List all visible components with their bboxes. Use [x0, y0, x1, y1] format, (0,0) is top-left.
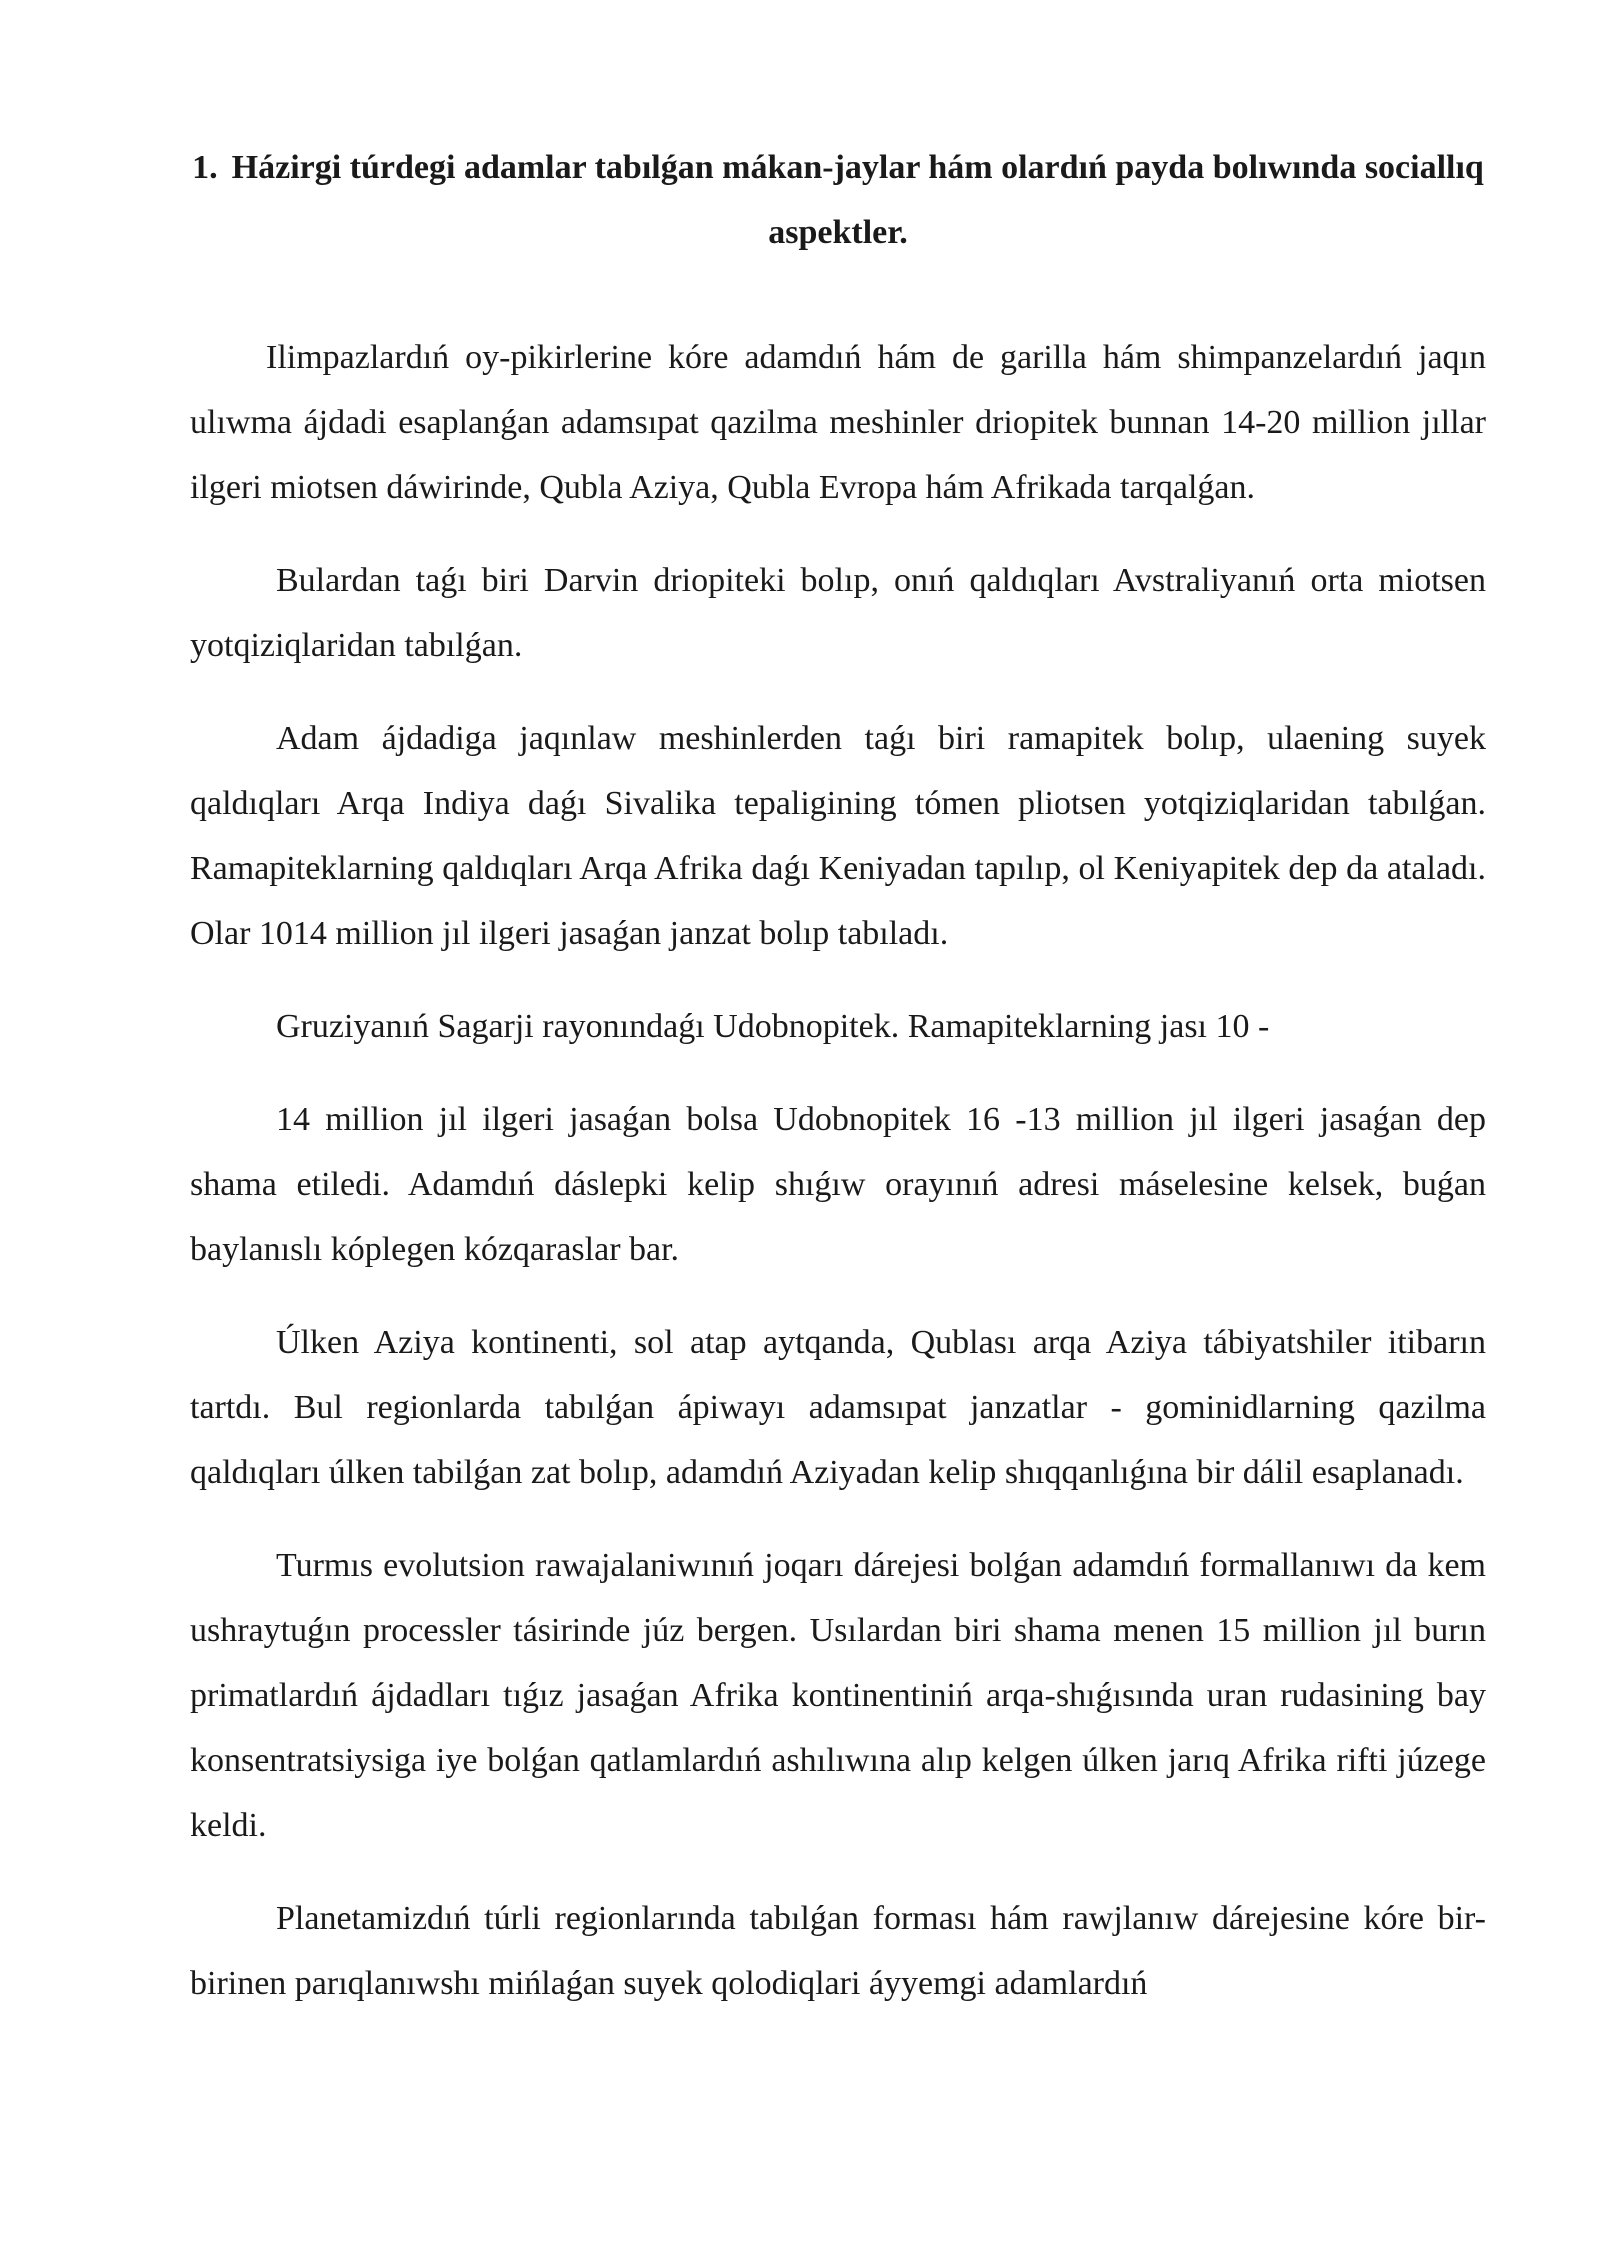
paragraph: Úlken Aziya kontinenti, sol atap aytqanda, Qublası arqa Aziya tábiyatshiler itibarın tartdı. Bul regionlarda tabılǵan ápiwayı adamsıpat janzatlar - gominidlarning qazilma qaldıqları úlken tabilǵan zat bolıp, adamdıń Aziyadan kelip shıqqanlıǵına bir dálil esaplanadı.: [190, 1324, 1486, 1491]
section-title: Házirgi túrdegi adamlar tabılǵan mákan-jaylar hám olardıń payda bolıwında sociallıq aspektler.: [231, 149, 1484, 251]
section-number: 1.: [192, 149, 218, 186]
document-body: [190, 135, 1486, 2044]
paragraph: Gruziyanıń Sagarji rayonındaǵı Udobnopitek. Ramapiteklarning jası 10 -: [276, 1008, 1270, 1045]
paragraph: Bulardan taǵı biri Darvin driopiteki bolıp, onıń qaldıqları Avstraliyanıń orta miotsen yotqiziqlaridan tabılǵan.: [190, 562, 1486, 664]
section-heading: [190, 135, 1486, 265]
paragraph: Planetamizdıń túrli regionlarında tabılǵan forması hám rawjlanıw dárejesine kóre bir-birinen parıqlanıwshı mińlaǵan suyek qolodiqlari áyyemgi adamlardıń: [190, 1900, 1486, 2002]
paragraph: Turmıs evolutsion rawajalaniwınıń joqarı dárejesi bolǵan adamdıń formallanıwı da kem ushraytuǵın processler tásirinde júz bergen. Usılardan biri shama menen 15 million jıl burın primatlardıń ájdadları tıǵız jasaǵan Afrika kontinentiniń arqa-shıǵısında uran rudasining bay konsentratsiysiga iye bolǵan qatlamlardıń ashılıwına alıp kelgen úlken jarıq Afrika rifti júzege keldi.: [190, 1547, 1486, 1844]
paragraph: 14 million jıl ilgeri jasaǵan bolsa Udobnopitek 16 -13 million jıl ilgeri jasaǵan dep shama etiledi. Adamdıń dáslepki kelip shıǵıw orayınıń adresi máselesine kelsek, buǵan baylanıslı kóplegen kózqaraslar bar.: [190, 1101, 1486, 1268]
paragraph: Adam ájdadiga jaqınlaw meshinlerden taǵı biri ramapitek bolıp, ulaening suyek qaldıqları Arqa Indiya daǵı Sivalika tepaligining tómen pliotsen yotqiziqlaridan tabılǵan. Ramapiteklarning qaldıqları Arqa Afrika daǵı Keniyadan tapılıp, ol Keniyapitek dep da ataladı. Olar 1014 million jıl ilgeri jasaǵan janzat bolıp tabıladı.: [190, 720, 1486, 952]
paragraph: Ilimpazlardıń oy-pikirlerine kóre adamdıń hám de garilla hám shimpanzelardıń jaqın ulıwma ájdadi esaplanǵan adamsıpat qazilma meshinler driopitek bunnan 14-20 million jıllar ilgeri miotsen dáwirinde, Qubla Aziya, Qubla Evropa hám Afrikada tarqalǵan.: [190, 339, 1486, 506]
